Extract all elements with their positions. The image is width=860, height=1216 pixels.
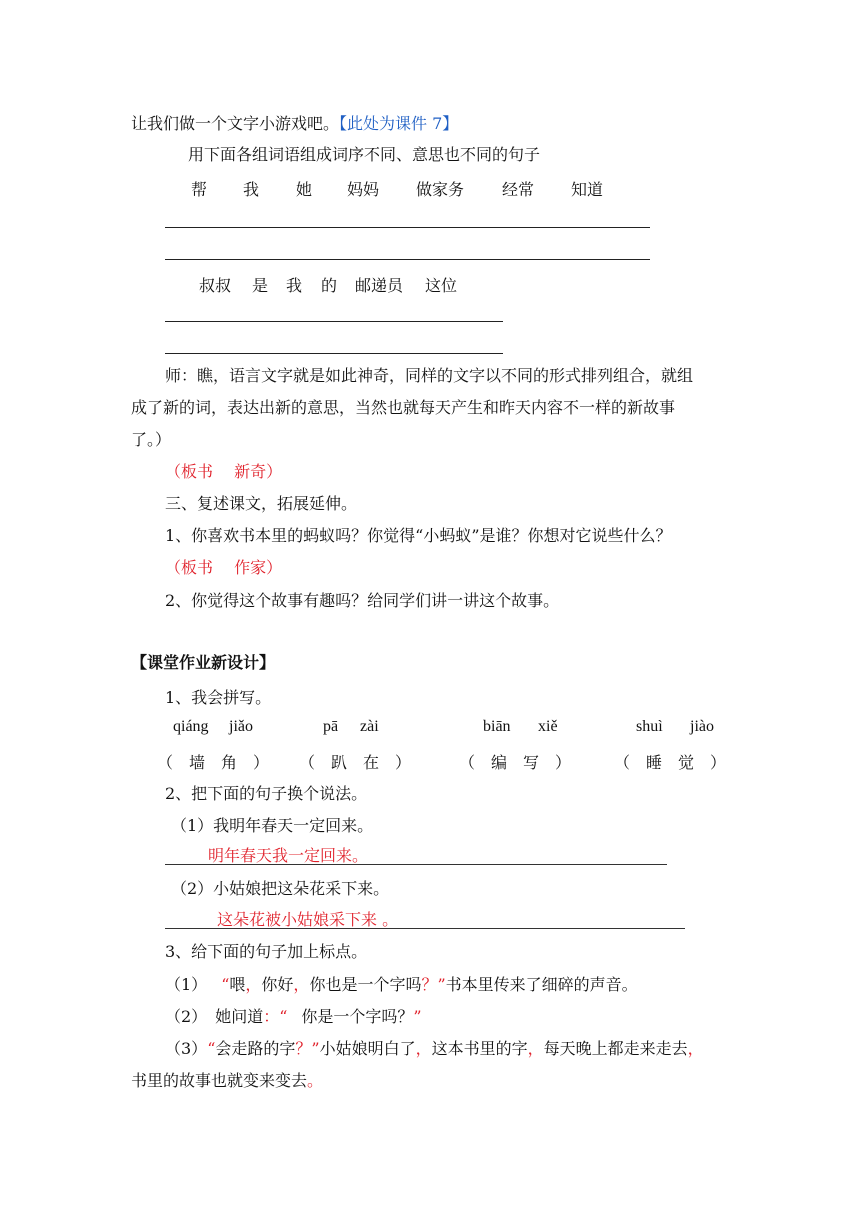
- board-note: （板书 新奇）: [165, 462, 283, 481]
- answer-underline: [165, 928, 685, 929]
- sentence-text: 她问道: [215, 1007, 264, 1026]
- punct-mark: 。: [307, 1071, 324, 1090]
- rewrite-answer: 明年春天我一定回来。: [208, 846, 369, 865]
- rewrite-answer: 这朵花被小姑娘采下来 。: [217, 910, 399, 929]
- board-note: （板书 作家）: [165, 558, 283, 577]
- word: 我: [243, 180, 260, 199]
- sentence-text: 小姑娘明白了: [319, 1039, 416, 1058]
- rewrite-question: （2）小姑娘把这朵花采下来。: [171, 879, 390, 898]
- pinyin: shuì: [636, 718, 663, 735]
- game-instruction: 用下面各组词语组成词序不同、意思也不同的句子: [188, 145, 541, 164]
- hanzi-answer: （ 墙 角 ）: [157, 753, 270, 772]
- hanzi-answer: （ 趴 在 ）: [299, 753, 412, 772]
- word: 我: [286, 276, 303, 295]
- sentence-text: 喂: [229, 975, 246, 994]
- intro-text: 让我们做一个文字小游戏吧。: [131, 114, 340, 133]
- answer-line: [165, 321, 503, 322]
- pinyin: xiě: [538, 718, 558, 735]
- intro-line: [131, 114, 458, 134]
- punct-mark: ”: [413, 1007, 422, 1026]
- sentence-text: 你也是一个字吗: [309, 975, 422, 994]
- punct-mark: ，: [415, 1039, 432, 1058]
- word: 经常: [502, 180, 535, 199]
- teacher-line: 了。）: [131, 430, 172, 449]
- exercise-heading: 2、把下面的句子换个说法。: [165, 784, 368, 803]
- question: 1、你喜欢书本里的蚂蚁吗？你觉得“小蚂蚁”是谁？你想对它说些什么？: [165, 526, 672, 545]
- pinyin: qiáng: [173, 718, 209, 735]
- word: 这位: [425, 276, 458, 295]
- courseware-note: 【此处为课件 7】: [339, 114, 459, 133]
- punctuation-sentence-3-cont: [131, 1071, 323, 1091]
- sentence-text: 书本里传来了细碎的声音。: [445, 975, 638, 994]
- item-number: （3）: [165, 1039, 208, 1058]
- word: 知道: [571, 180, 604, 199]
- word: 妈妈: [347, 180, 380, 199]
- teacher-line: 师：瞧，语言文字就是如此神奇，同样的文字以不同的形式排列组合，就组: [165, 366, 694, 385]
- sentence-text: 每天晚上都走来走去: [543, 1039, 688, 1058]
- sentence-text: 你是一个字吗？: [301, 1007, 414, 1026]
- answer-line: [165, 259, 650, 260]
- punct-mark: ，: [245, 975, 262, 994]
- punctuation-sentence-3: [165, 1039, 704, 1059]
- word: 邮递员: [355, 276, 404, 295]
- punct-mark: ？”: [295, 1039, 320, 1058]
- pinyin: jiào: [690, 718, 714, 735]
- punct-mark: ，: [293, 975, 310, 994]
- teacher-line: 成了新的词，表达出新的意思，当然也就每天产生和昨天内容不一样的新故事: [131, 398, 676, 417]
- punct-mark: ，: [687, 1039, 704, 1058]
- hanzi-answer: （ 睡 觉 ）: [614, 753, 727, 772]
- word: 叔叔: [199, 276, 232, 295]
- sentence-text: 这本书里的字: [431, 1039, 528, 1058]
- word: 做家务: [416, 180, 465, 199]
- word: 她: [296, 180, 313, 199]
- rewrite-question: （1）我明年春天一定回来。: [171, 816, 374, 835]
- item-number: （1）: [165, 975, 208, 994]
- exercise-heading: 3、给下面的句子加上标点。: [165, 942, 368, 961]
- answer-line: [165, 353, 503, 354]
- pinyin: zài: [360, 718, 379, 735]
- question: 2、你觉得这个故事有趣吗？给同学们讲一讲这个故事。: [165, 591, 560, 610]
- item-number: （2）: [165, 1007, 208, 1026]
- pinyin: pā: [323, 718, 339, 735]
- punct-mark: “: [207, 1039, 216, 1058]
- sentence-text: 书里的故事也就变来变去: [131, 1071, 308, 1090]
- hanzi-answer: （ 编 写 ）: [459, 753, 572, 772]
- word: 帮: [191, 180, 208, 199]
- word: 的: [321, 276, 338, 295]
- punct-mark: “: [221, 975, 230, 994]
- sentence-text: 你好: [261, 975, 294, 994]
- answer-underline: [165, 864, 667, 865]
- punct-mark: ，: [527, 1039, 544, 1058]
- answer-line: [165, 227, 650, 228]
- pinyin: jiǎo: [229, 718, 253, 735]
- section-heading: 三、复述课文，拓展延伸。: [165, 494, 358, 513]
- punctuation-sentence-1: [165, 975, 638, 995]
- word: 是: [252, 276, 269, 295]
- punctuation-sentence-2: [165, 1007, 422, 1027]
- sentence-text: 会走路的字: [215, 1039, 296, 1058]
- punct-mark: ？”: [421, 975, 446, 994]
- punct-mark: ：“: [263, 1007, 288, 1026]
- pinyin: biān: [483, 718, 511, 735]
- homework-title: 【课堂作业新设计】: [131, 653, 276, 672]
- exercise-heading: 1、我会拼写。: [165, 688, 272, 707]
